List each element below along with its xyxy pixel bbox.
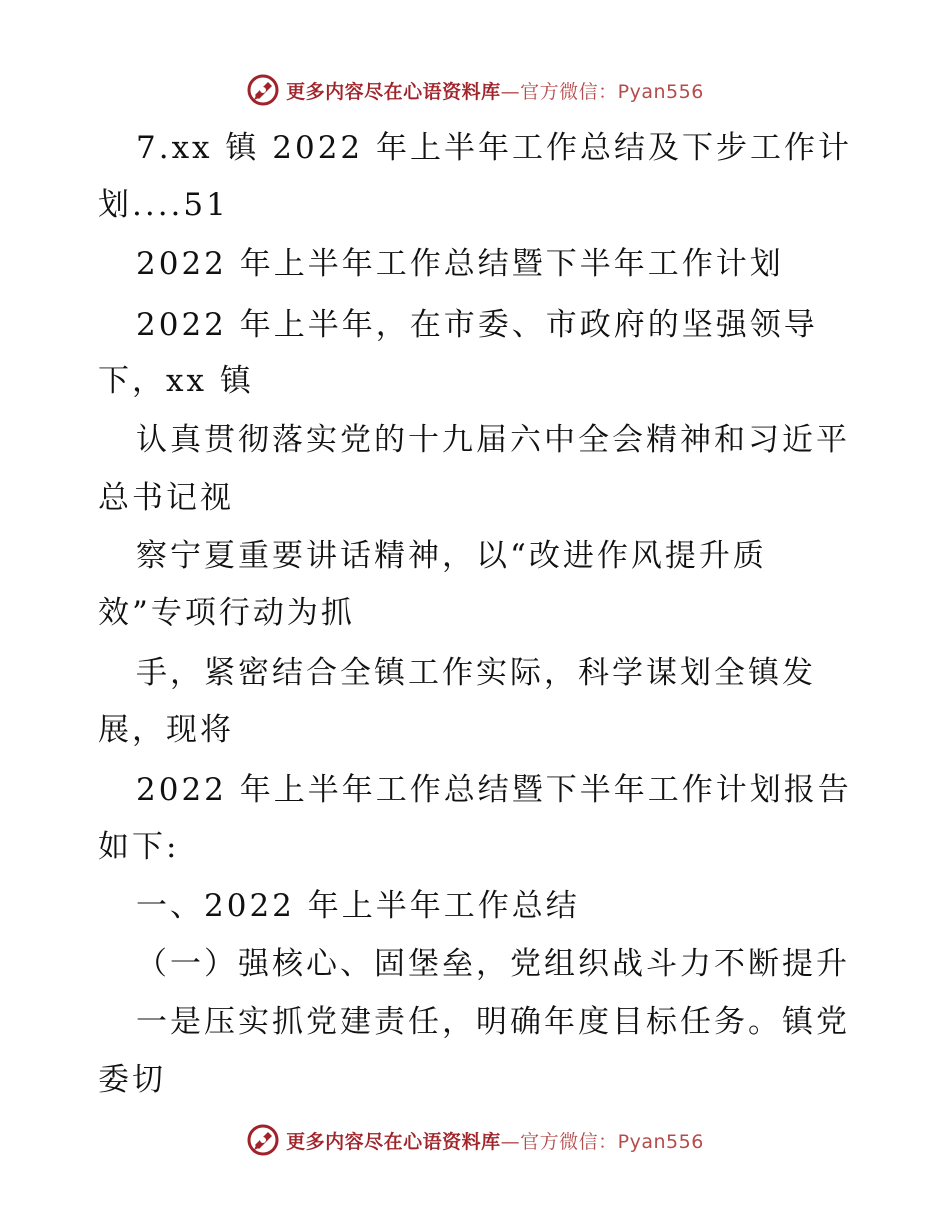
paragraph-line: 展，现将 (98, 712, 234, 748)
watermark-text (286, 77, 704, 104)
brand-logo-icon (246, 1123, 280, 1157)
toc-entry-line-1: 7.xx 镇 2022 年上半年工作总结及下步工作计 (136, 130, 852, 166)
paragraph-line: 2022 年上半年，在市委、市政府的坚强领导 (136, 307, 818, 343)
watermark-suffix: —官方微信：Pyan556 (500, 1130, 704, 1153)
subsection-heading: （一）强核心、固堡垒，党组织战斗力不断提升 (136, 946, 850, 982)
paragraph-line: 下，xx 镇 (98, 363, 254, 399)
paragraph-line: 效”专项行动为抓 (98, 595, 355, 631)
paragraph-line: 察宁夏重要讲话精神，以“改进作风提升质 (136, 538, 767, 574)
paragraph-line: 认真贯彻落实党的十九届六中全会精神和习近平 (136, 422, 850, 458)
watermark-banner-bottom (0, 1120, 950, 1160)
watermark-suffix: —官方微信：Pyan556 (500, 80, 704, 103)
watermark-text (286, 1127, 704, 1154)
watermark-brand: 更多内容尽在心语资料库 (286, 80, 501, 103)
paragraph-line: 如下: (98, 829, 180, 865)
paragraph-line: 总书记视 (98, 480, 234, 516)
paragraph-line: 一是压实抓党建责任，明确年度目标任务。镇党 (136, 1004, 850, 1040)
paragraph-line: 手，紧密结合全镇工作实际，科学谋划全镇发 (136, 655, 816, 691)
brand-logo-icon (246, 73, 280, 107)
paragraph-line: 2022 年上半年工作总结暨下半年工作计划报告 (136, 772, 852, 808)
watermark-brand: 更多内容尽在心语资料库 (286, 1130, 501, 1153)
document-title: 2022 年上半年工作总结暨下半年工作计划 (136, 246, 784, 282)
section-heading: 一、2022 年上半年工作总结 (136, 888, 580, 924)
watermark-banner-top (0, 70, 950, 110)
paragraph-line: 委切 (98, 1062, 166, 1098)
toc-entry-line-2: 划....51 (98, 187, 229, 223)
